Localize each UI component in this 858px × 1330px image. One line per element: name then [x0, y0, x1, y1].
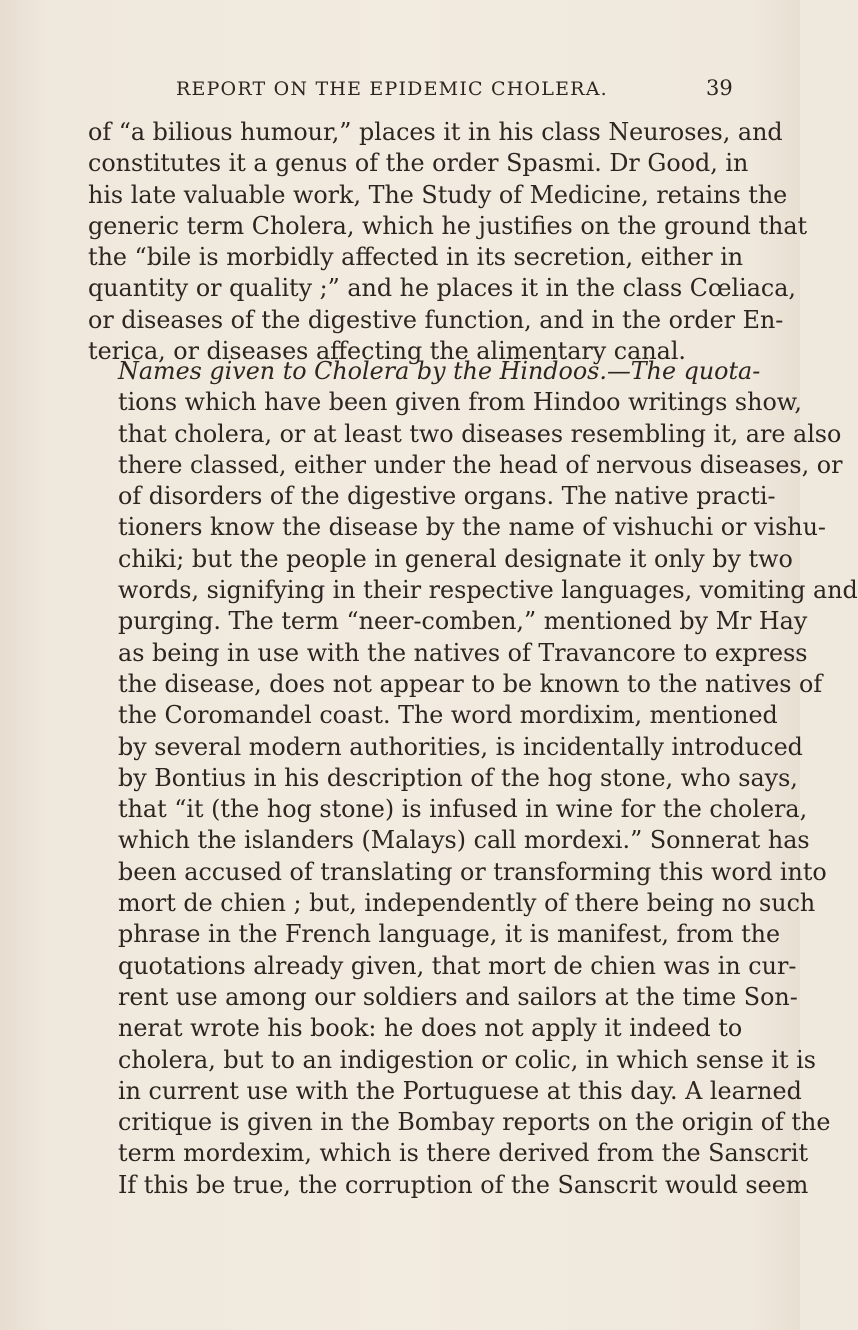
- paragraph-1: [88, 117, 808, 367]
- text-line: which the islanders (Malays) call mordexi.” Sonnerat has: [118, 826, 810, 855]
- text-line: that “it (the hog stone) is infused in wine for the cholera,: [118, 795, 808, 824]
- text-line: term mordexim, which is there derived from the Sanscrit: [118, 1139, 809, 1168]
- text-line: nerat wrote his book: he does not apply it indeed to: [118, 1014, 743, 1043]
- text-line: of disorders of the digestive organs. The native practi-: [118, 482, 776, 511]
- text-line: words, signifying in their respective languages, vomiting and: [118, 576, 858, 605]
- text-line: or diseases of the digestive function, and in the order En-: [88, 305, 784, 334]
- text-line: constitutes it a genus of the order Spasmi. Dr Good, in: [88, 149, 749, 178]
- text-line: by several modern authorities, is incidentally introduced: [118, 732, 803, 761]
- text-line: rent use among our soldiers and sailors at the time Son-: [118, 982, 798, 1011]
- text-line: phrase in the French language, it is manifest, from the: [118, 920, 781, 949]
- text-line: quantity or quality ;” and he places it in the class Cœliaca,: [88, 274, 796, 303]
- text-line: generic term Cholera, which he justifies on the ground that: [88, 211, 808, 240]
- page-number: 39: [706, 76, 733, 100]
- text-line: of “a bilious humour,” places it in his class Neuroses, and: [88, 118, 783, 146]
- text-line: mort de chien ; but, independently of there being no such: [118, 889, 816, 918]
- running-head: REPORT ON THE EPIDEMIC CHOLERA.: [176, 78, 608, 100]
- text-line: the Coromandel coast. The word mordixim, mentioned: [118, 701, 778, 730]
- text-line: the “bile is morbidly affected in its secretion, either in: [88, 243, 744, 272]
- text-line: purging. The term “neer-comben,” mentioned by Mr Hay: [118, 607, 808, 636]
- text-line: tions which have been given from Hindoo writings show,: [118, 388, 802, 417]
- text-line: terica, or diseases affecting the alimentary canal.: [88, 337, 687, 366]
- section-heading-line: Names given to Cholera by the Hindoos.—The quota-: [118, 357, 761, 385]
- text-line: by Bontius in his description of the hog stone, who says,: [118, 763, 798, 792]
- text-line: been accused of translating or transforming this word into: [118, 857, 827, 886]
- text-line: critique is given in the Bombay reports on the origin of the: [118, 1108, 831, 1137]
- text-line: in current use with the Portuguese at this day. A learned: [118, 1076, 802, 1105]
- text-line: cholera, but to an indigestion or colic, in which sense it is: [118, 1045, 816, 1074]
- text-line: the disease, does not appear to be known to the natives of: [118, 669, 823, 698]
- text-line: as being in use with the natives of Travancore to express: [118, 638, 808, 667]
- text-line: there classed, either under the head of nervous diseases, or: [118, 450, 843, 479]
- text-line: tioners know the disease by the name of vishuchi or vishu-: [118, 513, 826, 542]
- paragraph-2: [88, 356, 858, 1201]
- text-line: chiki; but the people in general designate it only by two: [118, 544, 793, 573]
- text-line: quotations already given, that mort de chien was in cur-: [118, 951, 797, 980]
- text-line: his late valuable work, The Study of Medicine, retains the: [88, 180, 788, 209]
- text-line: that cholera, or at least two diseases resembling it, are also: [118, 419, 842, 448]
- text-line: If this be true, the corruption of the Sanscrit would seem: [118, 1170, 809, 1199]
